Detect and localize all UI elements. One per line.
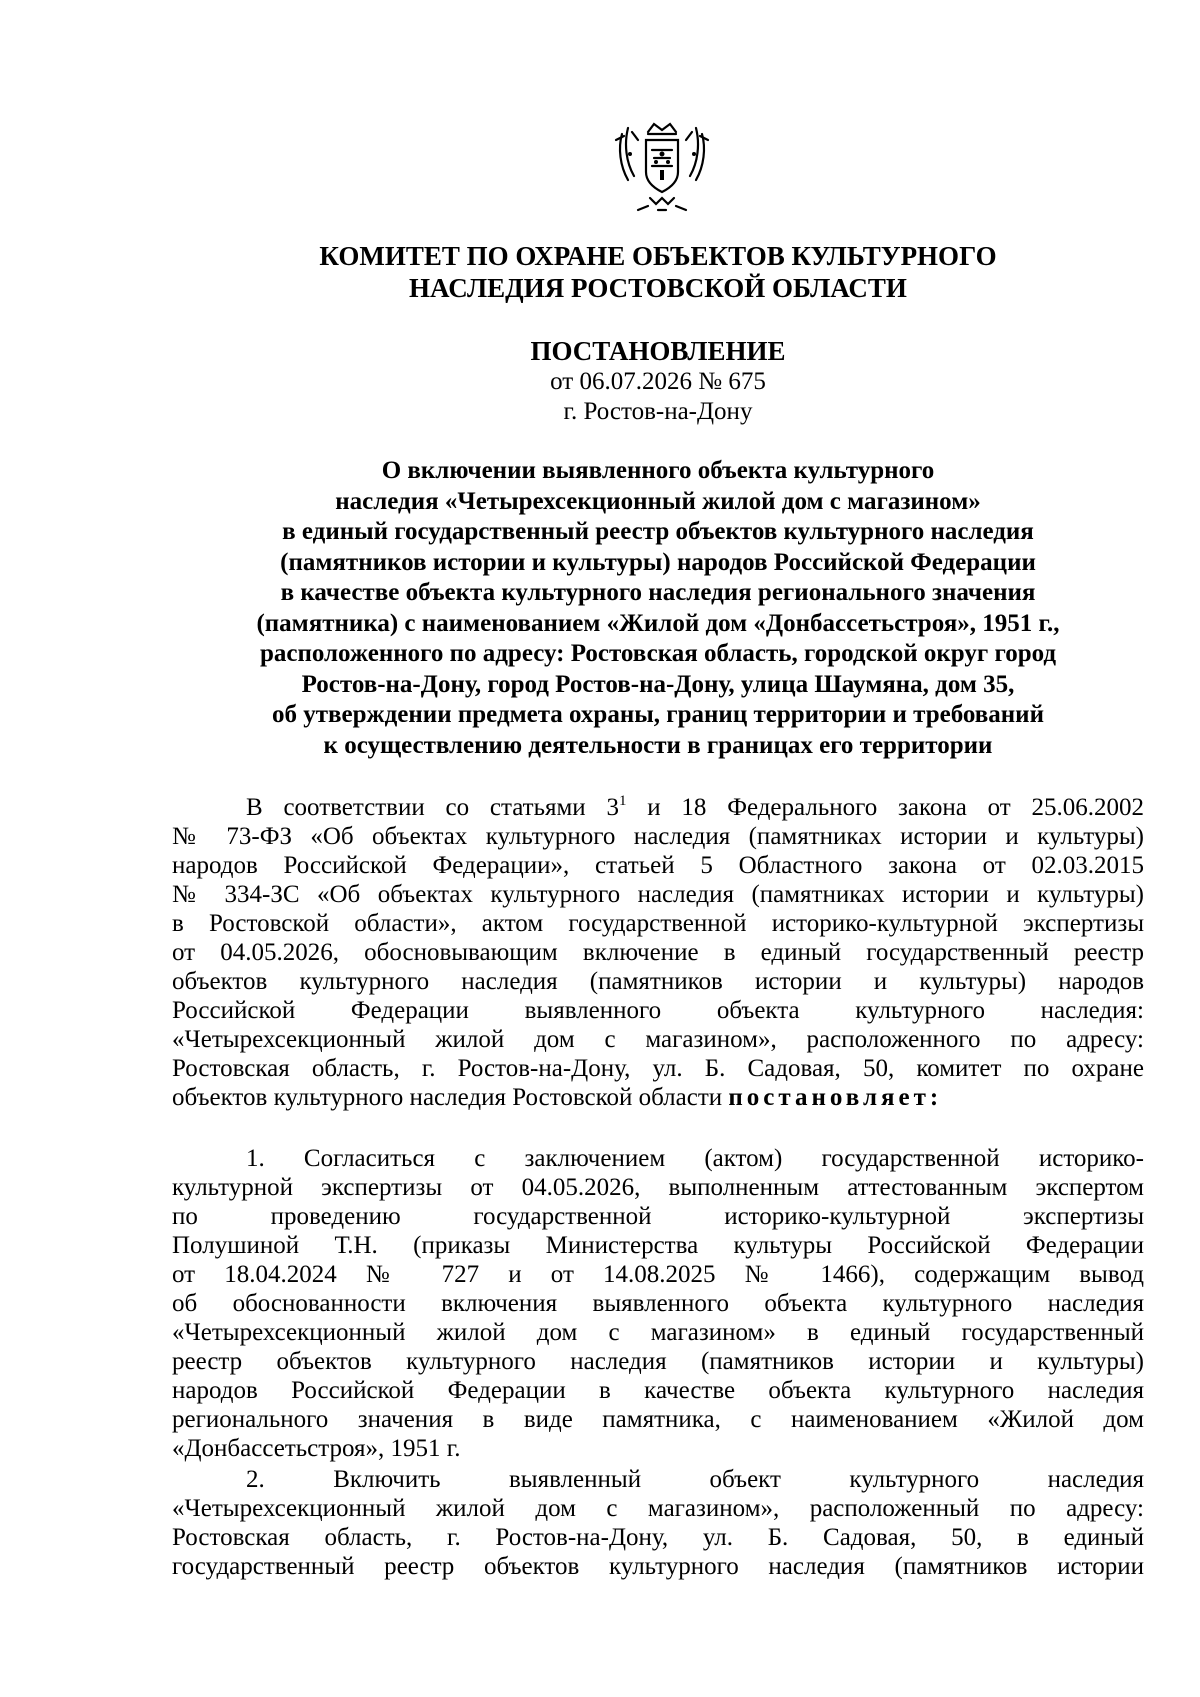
document-city: г. Ростов-на-Дону (563, 398, 753, 425)
subject-line: об утверждении предмета охраны, границ территории и требований (272, 701, 1044, 728)
paragraph-line: В соответствии со статьями $3^1$ и 18 Федерального закона от 25.06.2002 (246, 793, 1144, 821)
superscript: 1 (618, 793, 627, 809)
document-meta (172, 367, 1144, 427)
paragraph-line: народов Российской Федерации», статьей 5 Областного закона от 02.03.2015 (172, 852, 1144, 879)
paragraph-line: № 73-ФЗ «Об объектах культурного наследия (памятниках истории и культуры) (172, 823, 1144, 850)
document-type: ПОСТАНОВЛЕНИЕ (530, 336, 786, 366)
paragraph-line: Ростовская область, г. Ростов-на-Дону, ул. Б. Садовая, 50, в единый (172, 1524, 1144, 1551)
subject-line: О включении выявленного объекта культурного (381, 457, 935, 484)
paragraph-line: № 334-ЗС «Об объектах культурного наследия (памятниках истории и культуры) (172, 881, 1144, 908)
paragraph-line: от 04.05.2026, обосновывающим включение в единый государственный реестр (172, 939, 1144, 966)
subject-line: наследия «Четырехсекционный жилой дом с магазином» (335, 487, 981, 515)
agency-name (172, 240, 1144, 304)
item-2-paragraph (172, 1465, 1144, 1581)
coat-of-arms-icon (608, 118, 716, 218)
paragraph-line: реестр объектов культурного наследия (памятников истории и культуры) (172, 1348, 1144, 1375)
paragraph-line: культурной экспертизы от 04.05.2026, выполненным аттестованным экспертом (172, 1174, 1144, 1201)
subject-line: в единый государственный реестр объектов культурного наследия (282, 518, 1034, 545)
paragraph-line: по проведению государственной историко-культурной экспертизы (172, 1203, 1144, 1230)
document-subject (172, 456, 1144, 761)
paragraph-line: 2. Включить выявленный объект культурного наследия (246, 1466, 1144, 1493)
agency-line: НАСЛЕДИЯ РОСТОВСКОЙ ОБЛАСТИ (409, 273, 907, 303)
paragraph-line: Ростовская область, г. Ростов-на-Дону, ул. Б. Садовая, 50, комитет по охране (172, 1055, 1144, 1082)
subject-line: расположенного по адресу: Ростовская область, городской округ город (259, 640, 1057, 667)
paragraph-line: государственный реестр объектов культурного наследия (памятников истории (172, 1553, 1144, 1580)
paragraph-line: 1. Согласиться с заключением (актом) государственной историко- (246, 1145, 1144, 1172)
paragraph-line: объектов культурного наследия (памятников истории и культуры) народов (172, 968, 1144, 995)
agency-line: КОМИТЕТ ПО ОХРАНЕ ОБЪЕКТОВ КУЛЬТУРНОГО (319, 241, 997, 271)
paragraph-line: регионального значения в виде памятника, с наименованием «Жилой дом (172, 1406, 1144, 1433)
subject-line: Ростов-на-Дону, город Ростов-на-Дону, улица Шаумяна, дом 35, (301, 670, 1015, 698)
subject-line: (памятника) с наименованием «Жилой дом «Донбассетьстроя», 1951 г., (256, 609, 1060, 637)
subject-line: к осуществлению деятельности в границах его территории (323, 731, 993, 759)
paragraph-line: «Четырехсекционный жилой дом с магазином», расположенного по адресу: (172, 1026, 1144, 1053)
document-date-number: от 06.07.2026 № 675 (550, 368, 766, 395)
paragraph-line: «Четырехсекционный жилой дом с магазином» в единый государственный (172, 1319, 1144, 1346)
subject-line: в качестве объекта культурного наследия регионального значения (280, 579, 1036, 606)
paragraph-line: в Ростовской области», актом государственной историко-культурной экспертизы (172, 910, 1144, 937)
paragraph-line: народов Российской Федерации в качестве объекта культурного наследия (172, 1377, 1144, 1404)
paragraph-line: «Донбассетьстроя», 1951 г. (172, 1435, 461, 1462)
paragraph-line: объектов культурного наследия Ростовской области постановляет: (172, 1084, 943, 1111)
paragraph-line: Полушиной Т.Н. (приказы Министерства культуры Российской Федерации (172, 1232, 1144, 1259)
subject-line: (памятников истории и культуры) народов Российской Федерации (280, 548, 1036, 576)
preamble-paragraph (172, 793, 1144, 1112)
paragraph-line: от 18.04.2024 № 727 и от 14.08.2025 № 1466), содержащим вывод (172, 1261, 1144, 1288)
paragraph-line: Российской Федерации выявленного объекта культурного наследия: (172, 997, 1144, 1024)
item-1-paragraph (172, 1144, 1144, 1463)
paragraph-line: «Четырехсекционный жилой дом с магазином», расположенный по адресу: (172, 1495, 1144, 1522)
paragraph-line: об обоснованности включения выявленного объекта культурного наследия (172, 1290, 1144, 1317)
decision-word: постановляет: (728, 1084, 943, 1111)
